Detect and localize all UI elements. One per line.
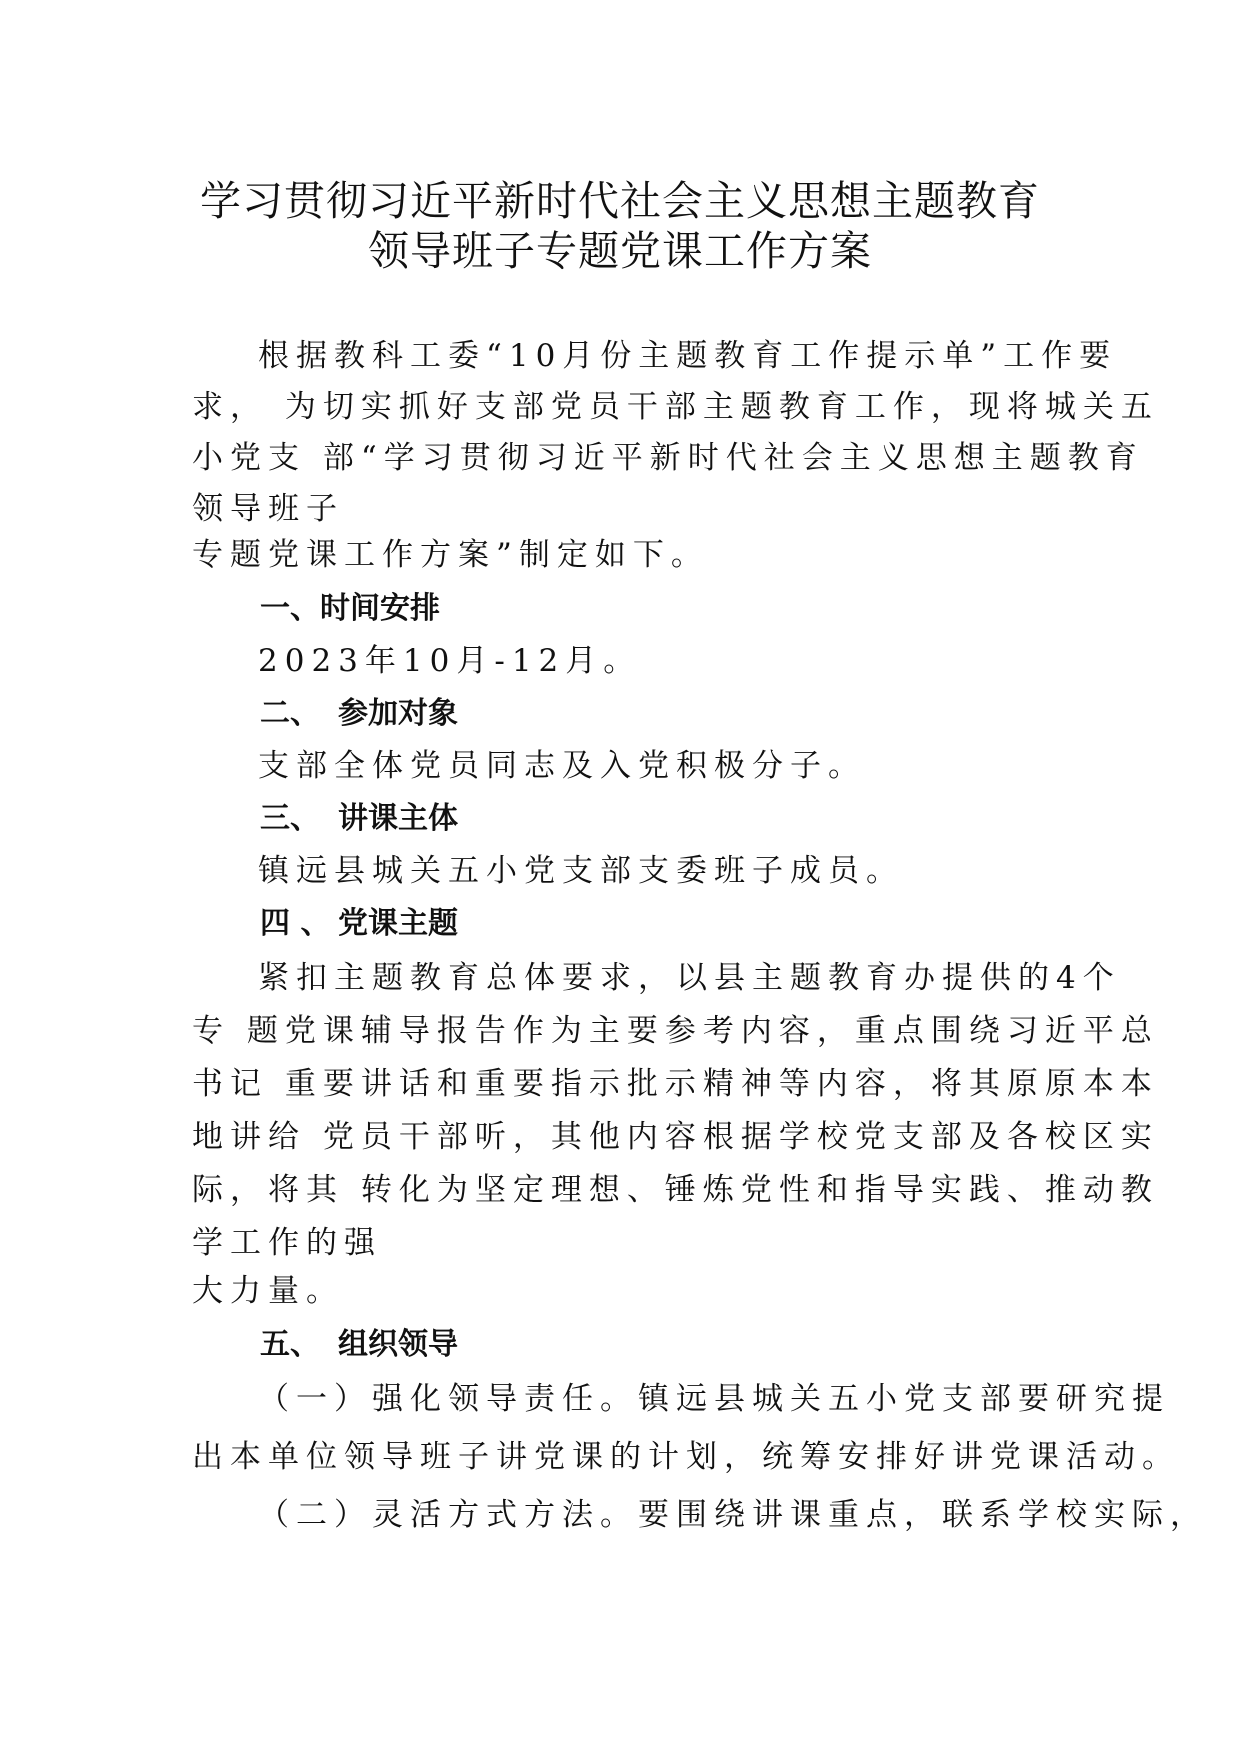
section-title: 讲课主体 [338,801,458,836]
section-title: 参加对象 [338,696,458,731]
document-title-line-2: 领导班子专题党课工作方案 [368,227,872,275]
section-title: 党课主题 [338,906,458,941]
section-heading-participants [260,696,458,731]
section-body-line: （一）强化领导责任。镇远县城关五小党支部要研究提 [258,1381,1170,1417]
section-body-line: 专 题党课辅导报告作为主要参考内容，重点围绕习近平总 [192,1013,1159,1049]
section-number: 四 、 [260,906,331,941]
document-title-line-1: 学习贯彻习近平新时代社会主义思想主题教育 [200,177,1040,225]
intro-line: 领导班子 [192,491,344,527]
section-body-line: （二）灵活方式方法。要围绕讲课重点，联系学校实际， [258,1497,1208,1533]
section-body-line: 支部全体党员同志及入党积极分子。 [258,748,866,784]
section-body-line: 大力量。 [192,1273,344,1309]
section-heading-organization [260,1327,458,1362]
section-body-line: 镇远县城关五小党支部支委班子成员。 [258,853,904,889]
section-number: 三、 [260,801,320,836]
intro-line: 专题党课工作方案”制定如下。 [192,537,709,573]
section-heading-topic [260,906,458,941]
intro-line: 小党支 部“学习贯彻习近平新时代社会主义思想主题教育 [192,440,1144,476]
section-title: 时间安排 [320,591,440,626]
intro-line: 根据教科工委“10月份主题教育工作提示单”工作要 [258,338,1118,374]
section-number: 二、 [260,696,320,731]
section-title: 组织领导 [338,1327,458,1362]
section-body-line: 紧扣主题教育总体要求，以县主题教育办提供的4个 [258,960,1121,996]
section-body-line: 际，将其 转化为坚定理想、锤炼党性和指导实践、推动教 [192,1172,1159,1208]
section-body-line: 出本单位领导班子讲党课的计划，统筹安排好讲党课活动。 [192,1439,1180,1475]
intro-line: 求， 为切实抓好支部党员干部主题教育工作，现将城关五 [192,389,1159,425]
section-number: 一、 [260,591,320,626]
section-heading-lecturers [260,801,458,836]
section-body-line: 地讲给 党员干部听，其他内容根据学校党支部及各校区实 [192,1119,1159,1155]
section-body-line: 书记 重要讲话和重要指示批示精神等内容，将其原原本本 [192,1066,1159,1102]
section-body-line: 2023年10月-12月。 [258,643,642,679]
section-body-line: 学工作的强 [192,1225,382,1261]
section-number: 五、 [260,1327,320,1362]
section-heading-time [260,591,440,626]
